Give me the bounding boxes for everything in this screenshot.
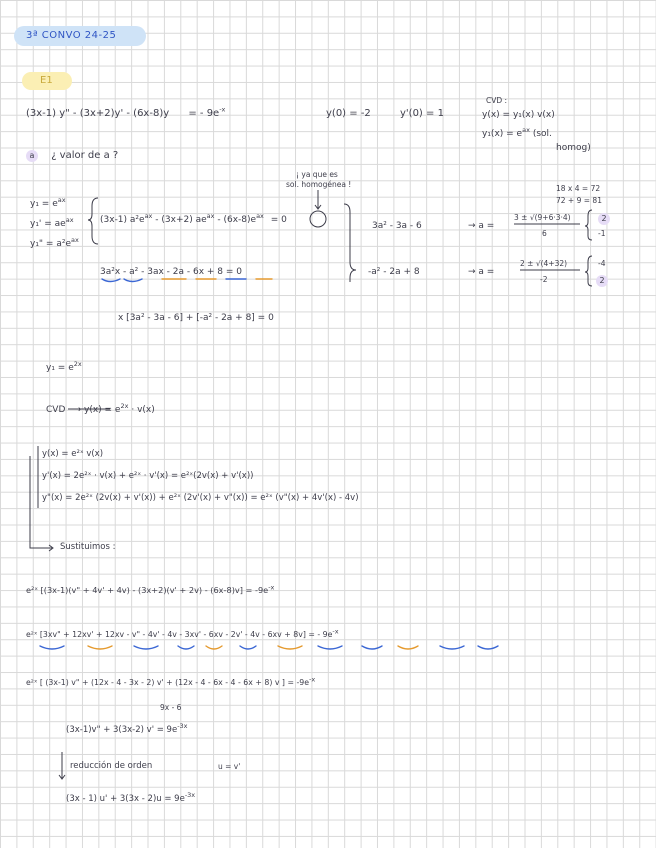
left-brace-subst — [88, 198, 98, 244]
subst-term-3: - (6x-8)e — [214, 215, 257, 225]
side-eq1: 3a² - 3a - 6 — [372, 221, 422, 231]
y1-text: y₁ = e — [30, 199, 58, 209]
y1pp-text: y₁" = a²e — [30, 239, 71, 249]
expanded-equation: 3a²x - a² - 3ax - 2a - 6x + 8 = 0 — [100, 267, 243, 277]
side-frac2-num: 2 ± √(4+32) — [520, 259, 568, 268]
circled-zero — [310, 211, 326, 227]
page-title: 3ª CONVO 24-25 — [26, 30, 117, 41]
side-calc-top1: 18 x 4 = 72 — [556, 184, 601, 193]
question-marker: a — [26, 150, 38, 162]
y1p-exp: ax — [65, 216, 74, 224]
subst-exp-1: ax — [144, 212, 153, 220]
side-arrow2: → a = — [468, 267, 495, 277]
y1-exp: ax — [57, 196, 66, 204]
reduced-exp: -3x — [177, 722, 188, 731]
system-line-2: y'(x) = 2e²ˣ · v(x) + e²ˣ · v'(x) = e²ˣ(2v(x) + v'(x)) — [42, 471, 254, 481]
side-frac1-num: 3 ± √(9+6·3·4) — [514, 213, 571, 222]
big1-text: e²ˣ [(3x-1)(v" + 4v' + 4v) - (3x+2)(v' + 2v) - (6x-8)v] = -9e — [26, 585, 269, 595]
reduction-sub: u = v' — [218, 762, 241, 771]
subst-exp-2: ax — [206, 212, 215, 220]
final-exp: -3x — [184, 791, 196, 800]
exercise-label: E1 — [40, 75, 53, 86]
reduced-text: (3x-1)v" + 3(3x-2) v' = 9e — [66, 725, 178, 735]
side-frac1-den: 6 — [542, 229, 547, 238]
big3-exp: -x — [309, 675, 316, 684]
side-sol2a: -4 — [598, 259, 606, 268]
side-frac2-den: -2 — [540, 275, 548, 284]
cvd-note-y1-tail: (sol. — [532, 129, 552, 139]
homog-note-line2: sol. homogénea ! — [286, 180, 352, 189]
cvd-note-homog: homog) — [556, 143, 591, 153]
final-text: (3x - 1) u' + 3(3x - 2)u = 9e — [66, 794, 185, 804]
y1p-text: y₁' = ae — [30, 219, 66, 229]
right-brace-subst — [344, 204, 356, 282]
side-arrow1: → a = — [468, 221, 495, 231]
side-sol1b: -1 — [598, 229, 606, 238]
side-eq2: -a² - 2a + 8 — [368, 267, 420, 277]
system-line-1: y(x) = e²ˣ v(x) — [42, 449, 104, 459]
y1-result-exp: 2x — [73, 360, 82, 368]
subst-term-1: (3x-1) a²e — [100, 215, 145, 225]
cvd-note-y1-text: y₁(x) = e — [482, 129, 523, 139]
y1pp-exp: ax — [71, 236, 79, 244]
big3-text: e²ˣ [ (3x-1) v" + (12x - 4 - 3x - 2) v' + (12x - 4 - 6x - 4 - 6x + 8) v ] = -9e — [26, 678, 310, 687]
cvd-note-y1-exp: ax — [522, 126, 530, 134]
sustituimos-label: Sustituimos : — [60, 542, 116, 552]
side-calc-top2: 72 + 9 = 81 — [556, 196, 602, 205]
cvd-note-title: CVD : — [486, 96, 508, 105]
big1-exp: -x — [268, 583, 275, 592]
ode-rhs: = - 9e — [188, 108, 220, 119]
ode-rhs-exp: -x — [219, 105, 226, 114]
cvd-line-exp: 2x — [120, 402, 129, 410]
question-text: ¿ valor de a ? — [51, 150, 119, 161]
side-sol2b-val: 2 — [596, 275, 608, 287]
ode-lhs: (3x-1) y" - (3x+2)y' - (6x-8)y — [26, 108, 170, 119]
cvd-note-formula: y(x) = y₁(x) v(x) — [482, 110, 555, 120]
y1-result-text: y₁ = e — [46, 363, 74, 373]
system-line-3: y"(x) = 2e²ˣ (2v(x) + v'(x)) + e²ˣ (2v'(x) + v"(x)) = e²ˣ (v"(x) + 4v'(x) - 4v) — [42, 493, 359, 503]
big2-exp: -x — [332, 627, 339, 636]
reduction-label: reducción de orden — [70, 761, 153, 771]
cvd-line-text: CVD ⟶ y(x) = e — [46, 405, 121, 415]
subst-equals: = 0 — [270, 215, 287, 225]
subst-exp-3: ax — [256, 212, 264, 220]
sustituimos-arrow — [30, 456, 52, 548]
side-sol1a-val: 2 — [598, 213, 610, 225]
initial-condition-1: y(0) = -2 — [326, 108, 371, 119]
initial-condition-2: y'(0) = 1 — [400, 108, 444, 119]
cvd-line-tail: · v(x) — [131, 405, 155, 415]
homog-note-line1: ¡ ya que es — [296, 170, 338, 179]
subst-term-2: - (3x+2) ae — [152, 215, 207, 225]
grouped-equation: x [3a² - 3a - 6] + [-a² - 2a + 8] = 0 — [118, 313, 274, 323]
big2-text: e²ˣ [3xv" + 12xv' + 12xv - v" - 4v' - 4v - 3xv' - 6xv - 2v' - 4v - 6xv + 8v] = - 9e — [26, 630, 333, 639]
mini-calc: 9x - 6 — [160, 703, 182, 712]
